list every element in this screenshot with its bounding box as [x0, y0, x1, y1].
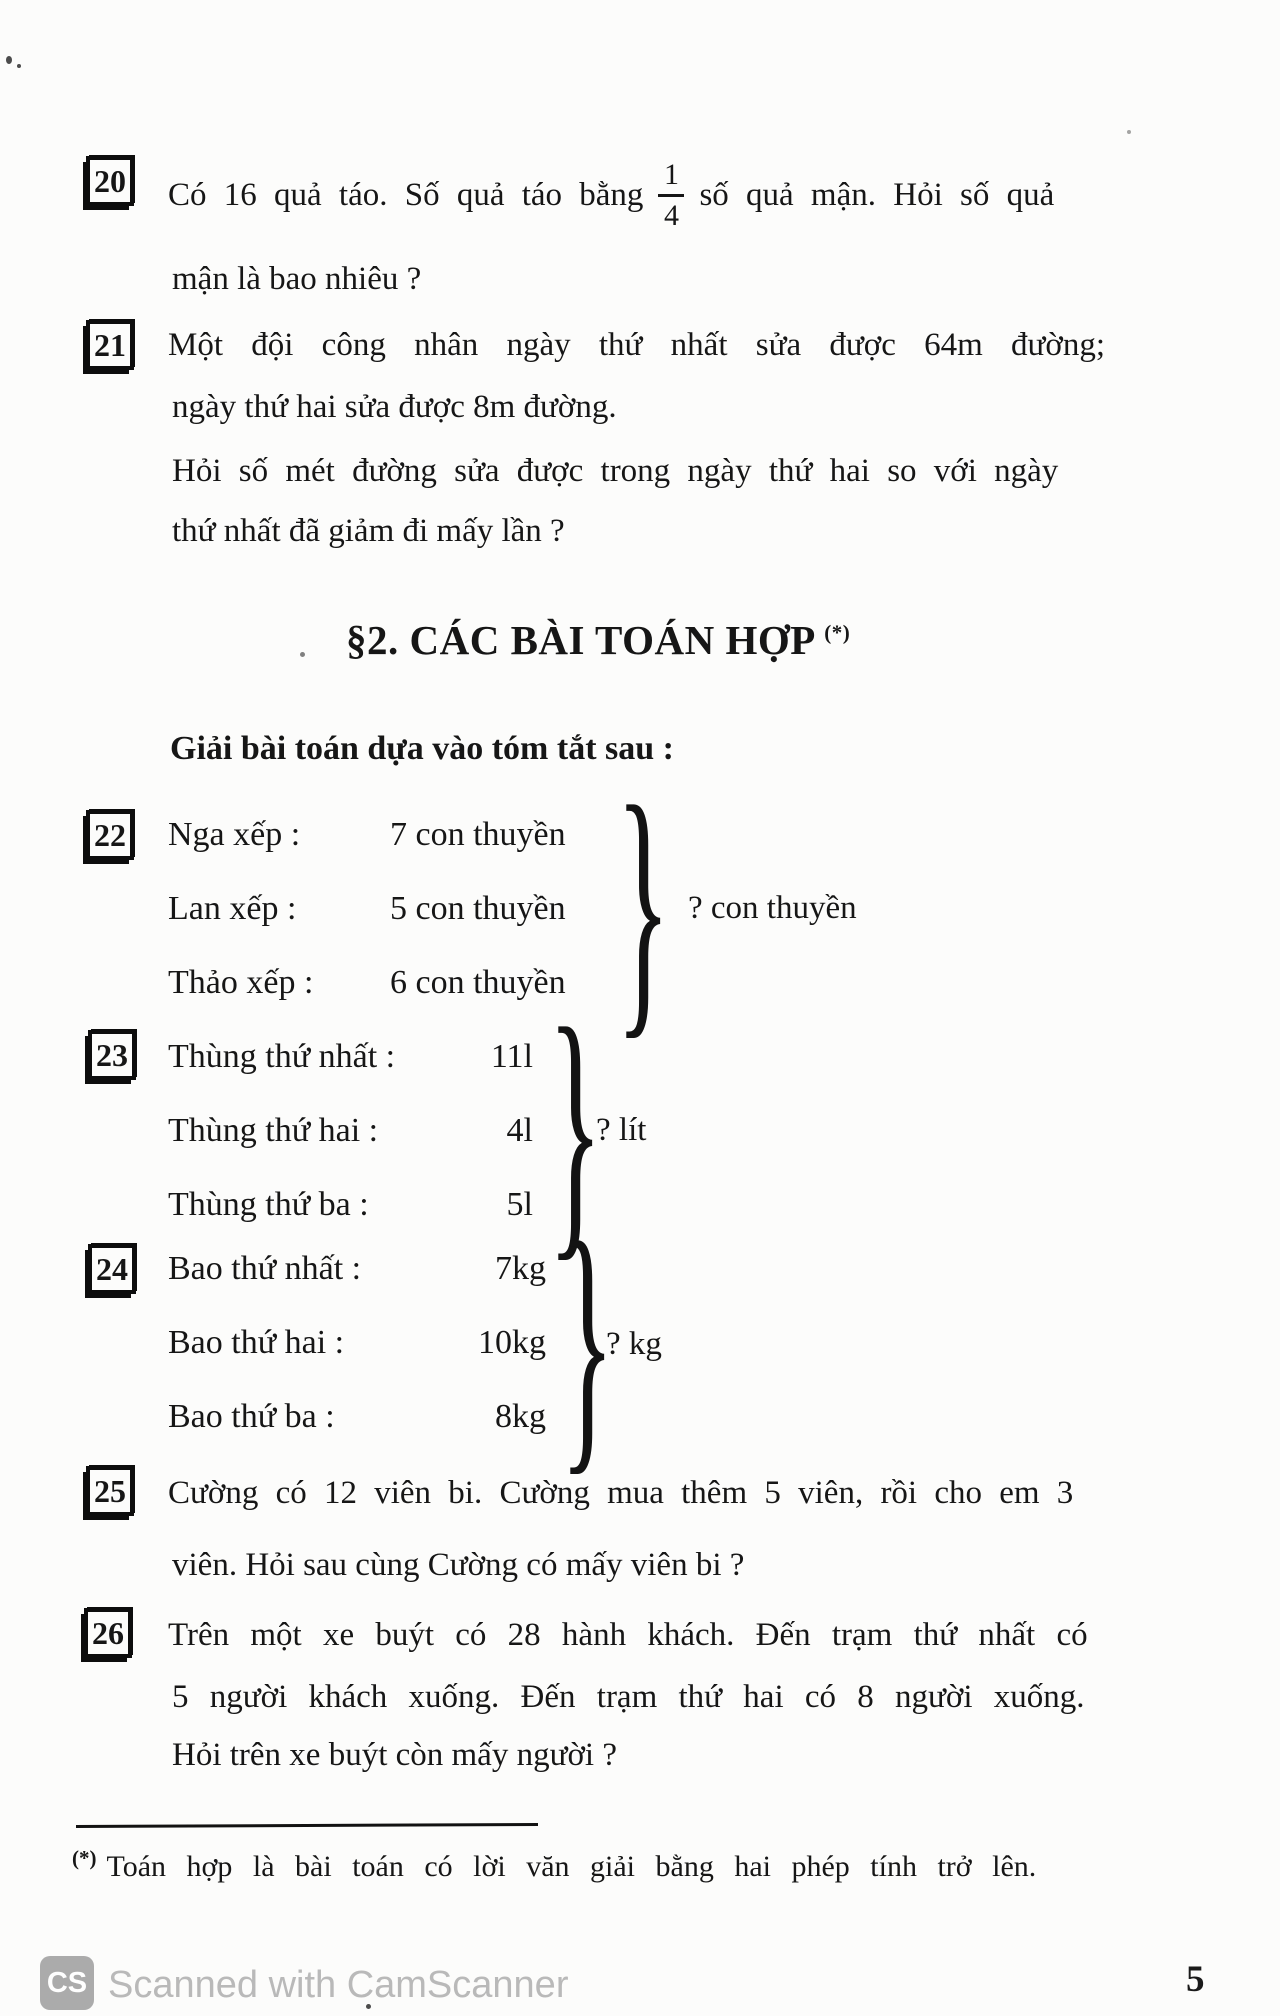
problem-number: 25: [94, 1472, 126, 1509]
problem-number: 23: [96, 1036, 128, 1073]
summary-row: [168, 872, 566, 946]
row-value: 8kg: [495, 1398, 546, 1435]
summary-table: [168, 798, 566, 1020]
row-label: Bao thứ ba :: [168, 1398, 335, 1435]
fraction-numerator: 1: [663, 157, 679, 191]
text-before-fraction: Có 16 quả táo. Số quả táo bằng: [168, 177, 644, 213]
section-header: [346, 616, 850, 664]
summary-row: [168, 946, 566, 1020]
curly-brace-icon: }: [548, 970, 603, 1284]
problem-number: 20: [94, 162, 126, 199]
fraction-denominator: 4: [663, 198, 679, 232]
row-label: Thùng thứ nhất :: [168, 1038, 396, 1075]
problem-number: 26: [92, 1614, 124, 1651]
row-value: 7 con thuyền: [390, 816, 566, 853]
problem-text-line: [168, 140, 1054, 250]
footnote-text: Toán hợp là bài toán có lời văn giải bằng hai phép tính trở lên.: [106, 1850, 1037, 1883]
summary-table: [168, 1020, 533, 1242]
row-value: 5 con thuyền: [390, 890, 566, 927]
summary-row: [168, 1094, 533, 1168]
problem-text-line: Trên một xe buýt có 28 hành khách. Đến trạm thứ nhất có: [168, 1617, 1088, 1653]
problem-text-line: viên. Hỏi sau cùng Cường có mấy viên bi ?: [172, 1547, 745, 1583]
summary-row: [168, 1306, 546, 1380]
problem-text-line: Hỏi số mét đường sửa được trong ngày thứ hai so với ngày: [172, 453, 1059, 489]
fraction: [658, 159, 684, 232]
problem-number-box: [88, 1030, 136, 1080]
problem-text-line: Hỏi trên xe buýt còn mấy người ?: [172, 1737, 617, 1773]
row-label: Thảo xếp :: [168, 964, 314, 1001]
row-label: Thùng thứ hai :: [168, 1112, 379, 1149]
text-after-fraction: số quả mận. Hỏi số quả: [699, 177, 1055, 213]
question-text: ? kg: [606, 1326, 662, 1362]
problem-text-line: thứ nhất đã giảm đi mấy lần ?: [172, 513, 565, 549]
scan-speck: [300, 652, 305, 657]
camscanner-logo-text: CS: [46, 1966, 88, 1999]
curly-brace-icon: }: [616, 748, 671, 1062]
row-label: Thùng thứ ba :: [168, 1186, 369, 1223]
problem-number: 22: [94, 816, 126, 853]
summary-row: [168, 1232, 546, 1306]
question-text: ? lít: [596, 1112, 647, 1148]
problem-number-box: [84, 1608, 132, 1658]
problem-number-box: [86, 320, 134, 370]
footnote-rule: [76, 1823, 538, 1828]
row-value: 6 con thuyền: [390, 964, 566, 1001]
summary-row: [168, 1020, 533, 1094]
scan-speck: [17, 64, 21, 68]
curly-brace-icon: }: [560, 1184, 615, 1498]
summary-table: [168, 1232, 546, 1454]
row-label: Bao thứ nhất :: [168, 1250, 362, 1287]
problem-text-line: Một đội công nhân ngày thứ nhất sửa được 64m đường;: [168, 327, 1106, 363]
problem-number-box: [88, 1244, 136, 1294]
row-value: 7kg: [495, 1250, 546, 1287]
footnote-marker: (*): [72, 1846, 97, 1870]
page-number: 5: [1186, 1959, 1205, 2000]
row-value: 4l: [506, 1112, 533, 1149]
problem-text-line: 5 người khách xuống. Đến trạm thứ hai có 8 người xuống.: [172, 1679, 1085, 1715]
scan-speck: [1127, 130, 1131, 134]
row-label: Nga xếp :: [168, 816, 301, 853]
problem-text-line: Cường có 12 viên bi. Cường mua thêm 5 viên, rồi cho em 3: [168, 1475, 1074, 1511]
row-value: 5l: [506, 1186, 533, 1223]
section-title: §2. CÁC BÀI TOÁN HỢP: [346, 617, 814, 663]
question-text: ? con thuyền: [688, 890, 857, 926]
problem-text-line: mận là bao nhiêu ?: [172, 261, 422, 297]
problem-number-box: [86, 156, 134, 206]
camscanner-logo-icon: [40, 1956, 94, 2010]
row-value: 11l: [490, 1038, 533, 1075]
scan-speck: [6, 56, 12, 64]
row-label: Lan xếp :: [168, 890, 297, 927]
problem-number-box: [86, 810, 134, 860]
problem-text-line: ngày thứ hai sửa được 8m đường.: [172, 389, 617, 425]
row-value: 10kg: [478, 1324, 546, 1361]
problem-number-box: [86, 1466, 134, 1516]
camscanner-watermark-text: Scanned with CamScanner: [108, 1964, 569, 2006]
section-footnote-mark: (*): [824, 620, 851, 645]
row-label: Bao thứ hai :: [168, 1324, 345, 1361]
fraction-bar: [658, 194, 684, 197]
footnote: [72, 1846, 1036, 1884]
section-intro: Giải bài toán dựa vào tóm tắt sau :: [170, 730, 674, 767]
problem-number: 21: [94, 326, 126, 363]
problem-number: 24: [96, 1250, 128, 1287]
summary-row: [168, 1380, 546, 1454]
summary-row: [168, 1168, 533, 1242]
summary-row: [168, 798, 566, 872]
